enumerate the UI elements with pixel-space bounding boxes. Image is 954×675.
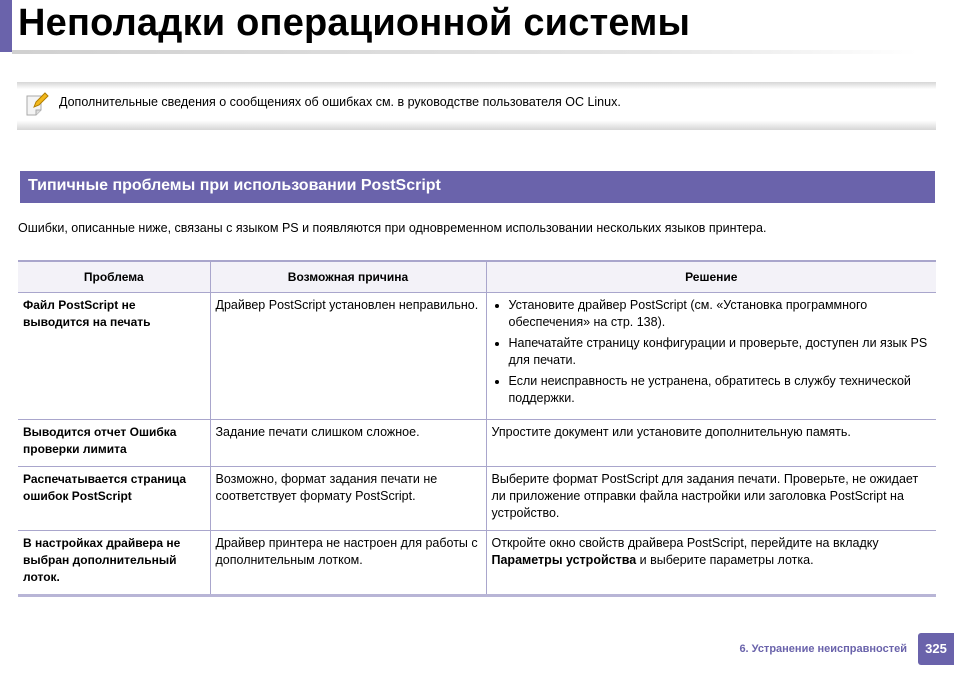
problem-cell: Распечатывается страница ошибок PostScript — [18, 467, 210, 531]
footer-chapter: 6. Устранение неисправностей — [739, 643, 907, 655]
cause-cell: Возможно, формат задания печати не соответствует формату PostScript. — [210, 467, 486, 531]
table-row — [18, 531, 936, 596]
solution-item: • Если неисправность не устранена, обратитесь в службу технической поддержки. — [509, 373, 931, 407]
problem-cell: Файл PostScript не выводится на печать — [18, 293, 210, 420]
table-row — [18, 293, 936, 420]
table-row — [18, 420, 936, 467]
solution-text: Откройте окно свойств драйвера PostScript, перейдите на вкладку — [491, 536, 879, 550]
cause-cell: Драйвер принтера не настроен для работы с дополнительным лотком. — [210, 531, 486, 596]
solution-item: • Напечатайте страницу конфигурации и проверьте, доступен ли язык PS для печати. — [509, 335, 931, 369]
problem-cell: Выводится отчет Ошибка проверки лимита — [18, 420, 210, 467]
solution-cell — [486, 531, 936, 596]
section-intro: Ошибки, описанные ниже, связаны с языком PS и появляются при одновременном использовании нескольких языков принтера. — [18, 221, 767, 235]
solution-cell — [486, 293, 936, 420]
solution-text: и выберите параметры лотка. — [636, 553, 814, 567]
note-box — [17, 82, 936, 130]
title-accent-bar — [0, 0, 12, 52]
solution-tab-name: Параметры устройства — [491, 553, 637, 567]
solution-cell: Упростите документ или установите дополнительную память. — [486, 420, 936, 467]
page-number: 325 — [918, 633, 954, 665]
cause-cell: Драйвер PostScript установлен неправильно. — [210, 293, 486, 420]
column-header: Решение — [486, 261, 936, 293]
column-header: Проблема — [18, 261, 210, 293]
column-header: Возможная причина — [210, 261, 486, 293]
note-pencil-icon — [25, 92, 49, 118]
section-heading: Типичные проблемы при использовании PostScript — [20, 171, 935, 203]
solution-item: • Установите драйвер PostScript (см. «Установка программного обеспечения» на стр. 138). — [509, 297, 931, 331]
cause-cell: Задание печати слишком сложное. — [210, 420, 486, 467]
solution-cell: Выберите формат PostScript для задания печати. Проверьте, не ожидает ли приложение отправки файла настройки или заголовка PostScript на устройство. — [486, 467, 936, 531]
note-text: Дополнительные сведения о сообщениях об ошибках см. в руководстве пользователя ОС Linux. — [59, 95, 621, 109]
table-row — [18, 467, 936, 531]
table-header-row — [18, 261, 936, 293]
page-title: Неполадки операционной системы — [18, 2, 691, 44]
title-divider — [12, 50, 917, 54]
problem-cell: В настройках драйвера не выбран дополнительный лоток. — [18, 531, 210, 596]
troubleshooting-table — [18, 260, 936, 597]
